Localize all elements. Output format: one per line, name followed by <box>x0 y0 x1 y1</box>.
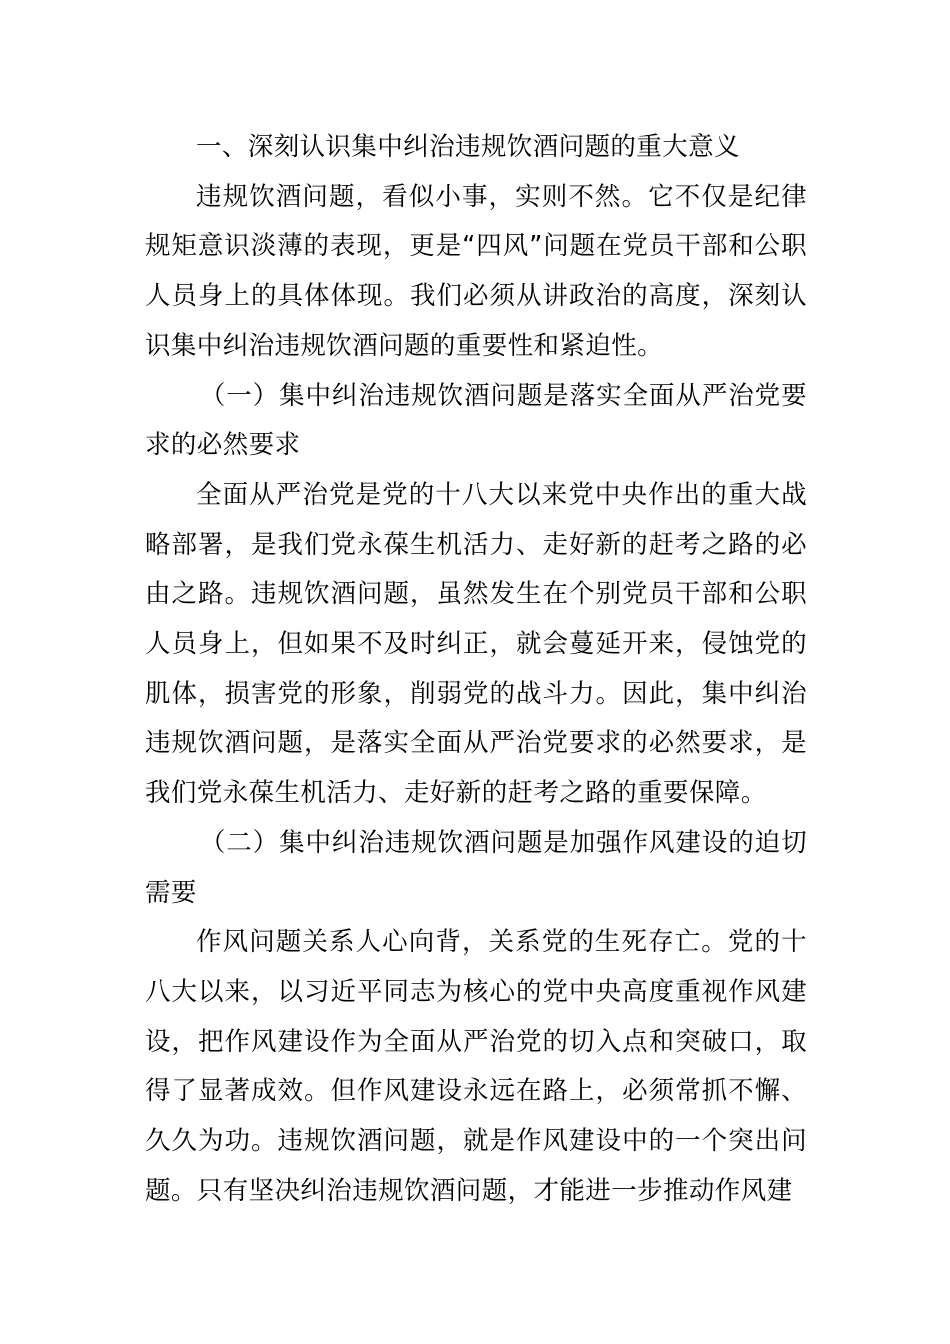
body-paragraph: 违规饮酒问题，看似小事，实则不然。它不仅是纪律规矩意识淡薄的表现，更是“四风”问题在党员干部和公职人员身上的具体体现。我们必须从讲政治的高度，深刻认识集中纠治违规饮酒问题的重要性和紧迫性。 <box>145 181 807 361</box>
document-body <box>145 123 807 1216</box>
body-paragraph: 全面从严治党是党的十八大以来党中央作出的重大战略部署，是我们党永葆生机活力、走好新的赶考之路的必由之路。违规饮酒问题，虽然发生在个别党员干部和公职人员身上，但如果不及时纠正，就会蔓延开来，侵蚀党的肌体，损害党的形象，削弱党的战斗力。因此，集中纠治违规饮酒问题，是落实全面从严治党要求的必然要求，是我们党永葆生机活力、走好新的赶考之路的重要保障。 <box>145 479 807 809</box>
body-paragraph: 作风问题关系人心向背，关系党的生死存亡。党的十八大以来，以习近平同志为核心的党中央高度重视作风建设，把作风建设作为全面从严治党的切入点和突破口，取得了显著成效。但作风建设永远在路上，必须常抓不懈、久久为功。违规饮酒问题，就是作风建设中的一个突出问题。只有坚决纠治违规饮酒问题，才能进一步推动作风建 <box>145 927 807 1206</box>
subsection-heading: （一）集中纠治违规饮酒问题是落实全面从严治党要求的必然要求 <box>145 380 807 461</box>
section-heading: 一、深刻认识集中纠治违规饮酒问题的重大意义 <box>196 132 740 162</box>
subsection-heading: （二）集中纠治违规饮酒问题是加强作风建设的迫切需要 <box>145 827 807 908</box>
